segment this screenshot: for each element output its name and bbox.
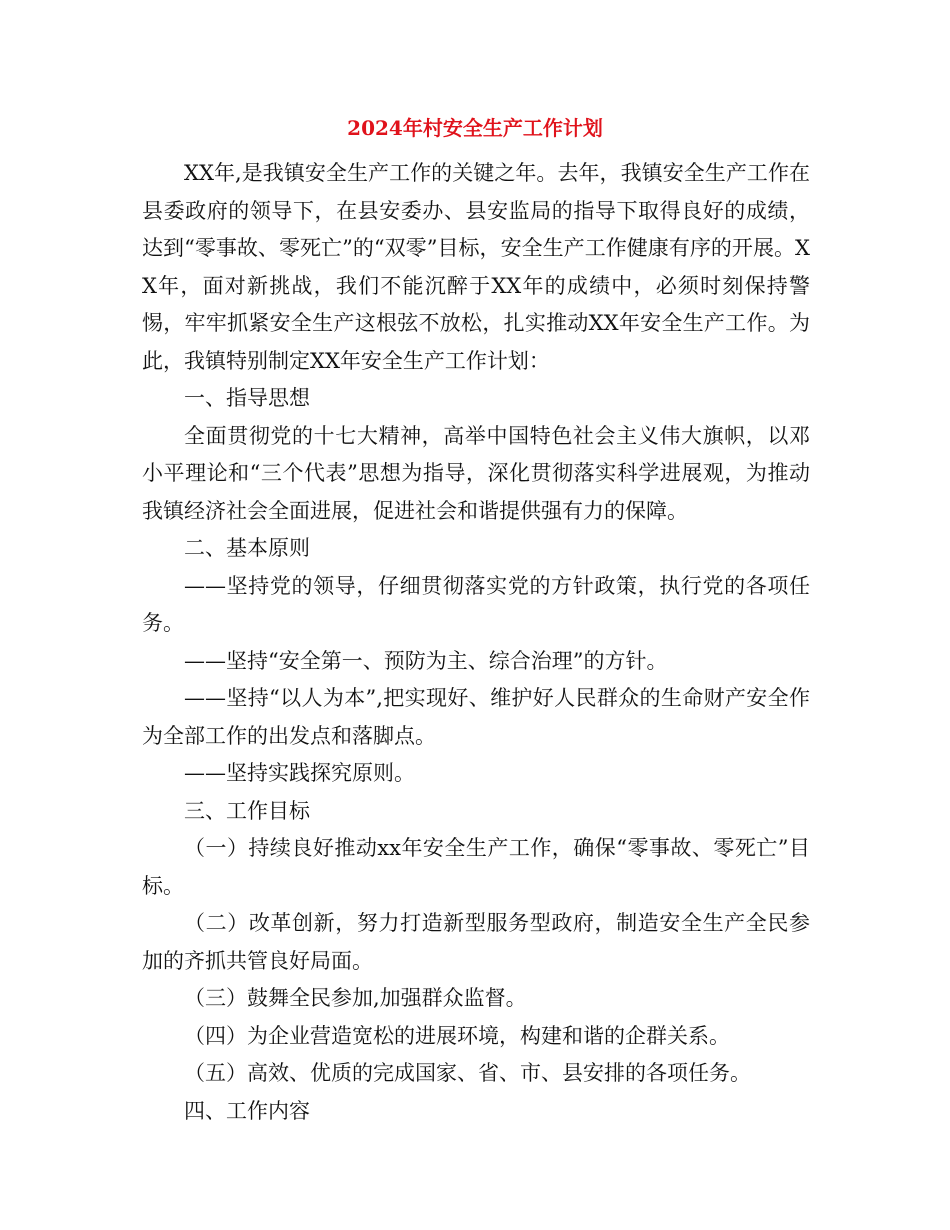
goal-item: （五）高效、优质的完成国家、省、市、县安排的各项任务。 (184, 1061, 751, 1085)
goal-item: （二）改革创新，努力打造新型服务型政府，制造安全生产全民参加的齐抓共管良好局面。 (142, 911, 810, 973)
goal-item: （一）持续良好推动xx年安全生产工作，确保“零事故、零死亡”目标。 (142, 836, 810, 898)
heading-guiding-ideology: 一、指导思想 (184, 386, 310, 410)
principle-item: ——坚持“以人为本”,把实现好、维护好人民群众的生命财产安全作为全部工作的出发点和落脚点。 (142, 686, 810, 748)
principle-item: ——坚持实践探究原则。 (184, 761, 415, 785)
paragraph-guiding-ideology: 全面贯彻党的十七大精神，高举中国特色社会主义伟大旗帜，以邓小平理论和“三个代表”思想为指导，深化贯彻落实科学进展观，为推动我镇经济社会全面进展，促进社会和谐提供强有力的保障。 (142, 423, 810, 523)
principle-item: ——坚持“安全第一、预防为主、综合治理”的方针。 (184, 648, 668, 673)
document-title: 2024年村安全生产工作计划 (347, 116, 603, 140)
heading-work-goals: 三、工作目标 (184, 798, 310, 823)
heading-basic-principles: 二、基本原则 (184, 536, 310, 560)
document-body (142, 155, 810, 1130)
principle-item: ——坚持党的领导，仔细贯彻落实党的方针政策，执行党的各项任务。 (142, 573, 810, 635)
goal-item: （四）为企业营造宽松的进展环境，构建和谐的企群关系。 (184, 1023, 730, 1048)
paragraph-intro: XX年,是我镇安全生产工作的关键之年。去年，我镇安全生产工作在县委政府的领导下，在县安委办、县安监局的指导下取得良好的成绩，达到“零事故、零死亡”的“双零”目标，安全生产工作健康有序的开展。XX年，面对新挑战，我们不能沉醉于XX年的成绩中，必须时刻保持警惕，牢牢抓紧安全生产这根弦不放松，扎实推动XX年安全生产工作。为此，我镇特别制定XX年安全生产工作计划： (142, 161, 810, 373)
heading-work-content: 四、工作内容 (184, 1098, 310, 1123)
goal-item: （三）鼓舞全民参加,加强群众监督。 (184, 986, 527, 1010)
